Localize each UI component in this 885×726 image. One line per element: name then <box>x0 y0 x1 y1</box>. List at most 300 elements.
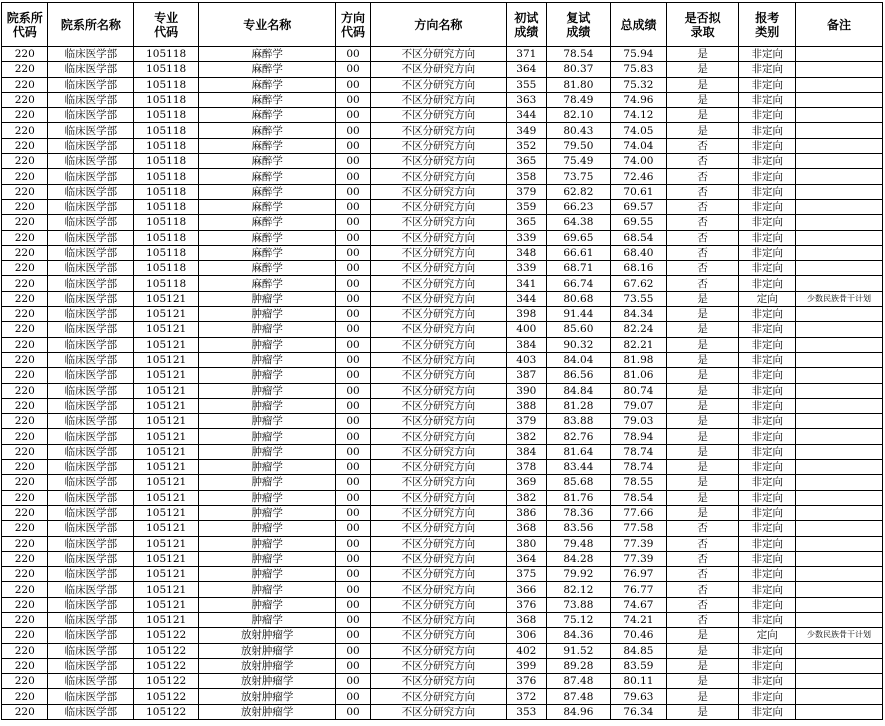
cell-total-score: 78.74 <box>611 444 667 459</box>
cell-dept-code: 220 <box>2 77 48 92</box>
cell-enroll-type: 非定向 <box>739 551 796 566</box>
cell-prelim-score: 378 <box>507 460 546 475</box>
cell-major-name: 肿瘤学 <box>199 307 336 322</box>
cell-direction-name: 不区分研究方向 <box>370 291 506 306</box>
cell-remarks: 少数民族骨干计划 <box>796 291 883 306</box>
cell-direction-code: 00 <box>336 689 370 704</box>
cell-direction-code: 00 <box>336 169 370 184</box>
cell-dept-name: 临床医学部 <box>48 123 134 138</box>
cell-major-name: 麻醉学 <box>199 108 336 123</box>
cell-admit-flag: 是 <box>666 383 739 398</box>
cell-dept-name: 临床医学部 <box>48 215 134 230</box>
cell-remarks <box>796 230 883 245</box>
header-row <box>2 3 883 47</box>
cell-dept-name: 临床医学部 <box>48 674 134 689</box>
cell-dept-code: 220 <box>2 215 48 230</box>
cell-direction-code: 00 <box>336 414 370 429</box>
table-row <box>2 77 883 92</box>
table-body <box>2 47 883 720</box>
cell-retest-score: 68.71 <box>546 261 611 276</box>
cell-dept-code: 220 <box>2 582 48 597</box>
cell-remarks <box>796 322 883 337</box>
cell-dept-code: 220 <box>2 154 48 169</box>
cell-retest-score: 69.65 <box>546 230 611 245</box>
cell-remarks <box>796 582 883 597</box>
cell-dept-name: 临床医学部 <box>48 475 134 490</box>
cell-dept-code: 220 <box>2 169 48 184</box>
cell-dept-name: 临床医学部 <box>48 689 134 704</box>
cell-direction-code: 00 <box>336 444 370 459</box>
cell-dept-code: 220 <box>2 398 48 413</box>
cell-major-code: 105118 <box>134 47 199 62</box>
cell-enroll-type: 非定向 <box>739 674 796 689</box>
cell-direction-name: 不区分研究方向 <box>370 383 506 398</box>
cell-direction-name: 不区分研究方向 <box>370 643 506 658</box>
cell-dept-name: 临床医学部 <box>48 429 134 444</box>
cell-dept-name: 临床医学部 <box>48 138 134 153</box>
cell-retest-score: 81.76 <box>546 490 611 505</box>
cell-retest-score: 83.44 <box>546 460 611 475</box>
cell-major-name: 放射肿瘤学 <box>199 704 336 719</box>
cell-dept-code: 220 <box>2 597 48 612</box>
cell-remarks <box>796 138 883 153</box>
table-row <box>2 215 883 230</box>
cell-dept-code: 220 <box>2 567 48 582</box>
cell-dept-name: 临床医学部 <box>48 337 134 352</box>
cell-retest-score: 81.64 <box>546 444 611 459</box>
cell-admit-flag: 否 <box>666 536 739 551</box>
cell-admit-flag: 是 <box>666 62 739 77</box>
table-row <box>2 444 883 459</box>
cell-direction-code: 00 <box>336 307 370 322</box>
cell-direction-code: 00 <box>336 398 370 413</box>
cell-enroll-type: 非定向 <box>739 62 796 77</box>
cell-total-score: 79.63 <box>611 689 667 704</box>
cell-dept-name: 临床医学部 <box>48 398 134 413</box>
cell-admit-flag: 是 <box>666 47 739 62</box>
cell-retest-score: 85.68 <box>546 475 611 490</box>
cell-major-code: 105121 <box>134 352 199 367</box>
table-row <box>2 536 883 551</box>
cell-prelim-score: 339 <box>507 261 546 276</box>
cell-direction-code: 00 <box>336 582 370 597</box>
cell-direction-name: 不区分研究方向 <box>370 612 506 627</box>
cell-major-code: 105118 <box>134 199 199 214</box>
cell-major-name: 肿瘤学 <box>199 536 336 551</box>
cell-total-score: 80.74 <box>611 383 667 398</box>
cell-major-name: 肿瘤学 <box>199 475 336 490</box>
cell-dept-code: 220 <box>2 689 48 704</box>
cell-major-name: 肿瘤学 <box>199 414 336 429</box>
cell-major-code: 105121 <box>134 567 199 582</box>
cell-dept-code: 220 <box>2 261 48 276</box>
cell-remarks <box>796 704 883 719</box>
cell-major-code: 105118 <box>134 261 199 276</box>
cell-dept-name: 临床医学部 <box>48 108 134 123</box>
cell-dept-name: 临床医学部 <box>48 643 134 658</box>
cell-major-code: 105121 <box>134 322 199 337</box>
cell-admit-flag: 否 <box>666 230 739 245</box>
cell-direction-code: 00 <box>336 643 370 658</box>
cell-retest-score: 82.12 <box>546 582 611 597</box>
cell-direction-name: 不区分研究方向 <box>370 261 506 276</box>
cell-total-score: 74.67 <box>611 597 667 612</box>
cell-direction-code: 00 <box>336 352 370 367</box>
cell-retest-score: 86.56 <box>546 368 611 383</box>
cell-admit-flag: 是 <box>666 475 739 490</box>
cell-total-score: 78.94 <box>611 429 667 444</box>
cell-admit-flag: 否 <box>666 521 739 536</box>
cell-total-score: 82.21 <box>611 337 667 352</box>
cell-dept-name: 临床医学部 <box>48 628 134 643</box>
table-row <box>2 414 883 429</box>
cell-prelim-score: 371 <box>507 47 546 62</box>
cell-major-name: 肿瘤学 <box>199 551 336 566</box>
table-row <box>2 551 883 566</box>
cell-prelim-score: 306 <box>507 628 546 643</box>
cell-admit-flag: 是 <box>666 398 739 413</box>
cell-direction-code: 00 <box>336 77 370 92</box>
cell-dept-code: 220 <box>2 383 48 398</box>
cell-retest-score: 78.54 <box>546 47 611 62</box>
cell-direction-name: 不区分研究方向 <box>370 169 506 184</box>
cell-direction-code: 00 <box>336 628 370 643</box>
cell-major-name: 放射肿瘤学 <box>199 674 336 689</box>
cell-admit-flag: 否 <box>666 261 739 276</box>
cell-retest-score: 66.74 <box>546 276 611 291</box>
cell-enroll-type: 非定向 <box>739 199 796 214</box>
cell-major-name: 麻醉学 <box>199 169 336 184</box>
cell-remarks <box>796 536 883 551</box>
cell-enroll-type: 非定向 <box>739 567 796 582</box>
cell-major-code: 105121 <box>134 597 199 612</box>
cell-direction-code: 00 <box>336 92 370 107</box>
cell-prelim-score: 369 <box>507 475 546 490</box>
cell-remarks <box>796 643 883 658</box>
cell-direction-code: 00 <box>336 337 370 352</box>
cell-admit-flag: 否 <box>666 582 739 597</box>
cell-major-name: 肿瘤学 <box>199 597 336 612</box>
cell-total-score: 69.55 <box>611 215 667 230</box>
cell-prelim-score: 387 <box>507 368 546 383</box>
cell-major-code: 105122 <box>134 704 199 719</box>
cell-total-score: 74.21 <box>611 612 667 627</box>
cell-remarks <box>796 368 883 383</box>
cell-direction-name: 不区分研究方向 <box>370 658 506 673</box>
cell-dept-code: 220 <box>2 108 48 123</box>
cell-prelim-score: 380 <box>507 536 546 551</box>
cell-major-code: 105121 <box>134 612 199 627</box>
cell-remarks <box>796 77 883 92</box>
cell-enroll-type: 非定向 <box>739 261 796 276</box>
cell-total-score: 74.12 <box>611 108 667 123</box>
cell-total-score: 79.03 <box>611 414 667 429</box>
cell-direction-name: 不区分研究方向 <box>370 352 506 367</box>
cell-admit-flag: 否 <box>666 215 739 230</box>
cell-retest-score: 80.68 <box>546 291 611 306</box>
cell-prelim-score: 352 <box>507 138 546 153</box>
cell-admit-flag: 否 <box>666 169 739 184</box>
cell-dept-code: 220 <box>2 658 48 673</box>
cell-total-score: 78.55 <box>611 475 667 490</box>
cell-dept-name: 临床医学部 <box>48 368 134 383</box>
cell-dept-code: 220 <box>2 92 48 107</box>
cell-prelim-score: 403 <box>507 352 546 367</box>
cell-total-score: 70.61 <box>611 184 667 199</box>
cell-prelim-score: 375 <box>507 567 546 582</box>
cell-remarks <box>796 261 883 276</box>
cell-prelim-score: 390 <box>507 383 546 398</box>
cell-major-code: 105121 <box>134 337 199 352</box>
cell-retest-score: 81.80 <box>546 77 611 92</box>
cell-prelim-score: 364 <box>507 551 546 566</box>
cell-remarks <box>796 674 883 689</box>
cell-retest-score: 66.61 <box>546 245 611 260</box>
cell-direction-code: 00 <box>336 429 370 444</box>
cell-total-score: 78.74 <box>611 460 667 475</box>
cell-remarks <box>796 307 883 322</box>
cell-major-name: 麻醉学 <box>199 261 336 276</box>
table-row <box>2 47 883 62</box>
cell-major-code: 105121 <box>134 475 199 490</box>
cell-direction-code: 00 <box>336 383 370 398</box>
cell-remarks <box>796 123 883 138</box>
cell-enroll-type: 定向 <box>739 291 796 306</box>
cell-dept-code: 220 <box>2 337 48 352</box>
cell-enroll-type: 非定向 <box>739 77 796 92</box>
cell-total-score: 69.57 <box>611 199 667 214</box>
cell-major-name: 肿瘤学 <box>199 460 336 475</box>
cell-retest-score: 85.60 <box>546 322 611 337</box>
table-row <box>2 322 883 337</box>
cell-major-code: 105122 <box>134 658 199 673</box>
cell-dept-name: 临床医学部 <box>48 383 134 398</box>
cell-dept-name: 临床医学部 <box>48 612 134 627</box>
header-prelim-score: 初试 成绩 <box>507 3 546 47</box>
header-total-score: 总成绩 <box>611 3 667 47</box>
cell-enroll-type: 非定向 <box>739 184 796 199</box>
cell-major-code: 105118 <box>134 276 199 291</box>
cell-major-code: 105121 <box>134 291 199 306</box>
table-row <box>2 704 883 719</box>
cell-major-name: 肿瘤学 <box>199 398 336 413</box>
cell-enroll-type: 非定向 <box>739 352 796 367</box>
cell-prelim-score: 379 <box>507 184 546 199</box>
cell-retest-score: 84.36 <box>546 628 611 643</box>
cell-direction-code: 00 <box>336 536 370 551</box>
cell-prelim-score: 376 <box>507 674 546 689</box>
cell-admit-flag: 是 <box>666 490 739 505</box>
cell-direction-name: 不区分研究方向 <box>370 505 506 520</box>
table-row <box>2 169 883 184</box>
cell-prelim-score: 358 <box>507 169 546 184</box>
cell-major-code: 105121 <box>134 521 199 536</box>
table-row <box>2 184 883 199</box>
cell-direction-name: 不区分研究方向 <box>370 154 506 169</box>
cell-major-code: 105121 <box>134 460 199 475</box>
cell-remarks <box>796 490 883 505</box>
table-row <box>2 154 883 169</box>
cell-prelim-score: 355 <box>507 77 546 92</box>
cell-dept-code: 220 <box>2 551 48 566</box>
cell-major-name: 放射肿瘤学 <box>199 643 336 658</box>
cell-dept-name: 临床医学部 <box>48 92 134 107</box>
cell-retest-score: 84.28 <box>546 551 611 566</box>
cell-prelim-score: 400 <box>507 322 546 337</box>
cell-total-score: 82.24 <box>611 322 667 337</box>
cell-direction-code: 00 <box>336 612 370 627</box>
table-row <box>2 383 883 398</box>
cell-admit-flag: 是 <box>666 352 739 367</box>
cell-total-score: 76.77 <box>611 582 667 597</box>
cell-direction-code: 00 <box>336 490 370 505</box>
cell-dept-name: 临床医学部 <box>48 551 134 566</box>
cell-dept-code: 220 <box>2 475 48 490</box>
cell-remarks <box>796 276 883 291</box>
cell-direction-code: 00 <box>336 368 370 383</box>
cell-enroll-type: 非定向 <box>739 154 796 169</box>
cell-total-score: 74.96 <box>611 92 667 107</box>
cell-admit-flag: 是 <box>666 460 739 475</box>
cell-enroll-type: 非定向 <box>739 521 796 536</box>
cell-major-name: 肿瘤学 <box>199 429 336 444</box>
table-row <box>2 643 883 658</box>
table-row <box>2 398 883 413</box>
cell-enroll-type: 非定向 <box>739 643 796 658</box>
cell-total-score: 80.11 <box>611 674 667 689</box>
cell-dept-name: 临床医学部 <box>48 261 134 276</box>
cell-dept-code: 220 <box>2 612 48 627</box>
table-row <box>2 505 883 520</box>
cell-dept-code: 220 <box>2 704 48 719</box>
cell-remarks <box>796 92 883 107</box>
cell-major-code: 105121 <box>134 551 199 566</box>
cell-major-name: 麻醉学 <box>199 62 336 77</box>
cell-prelim-score: 341 <box>507 276 546 291</box>
cell-enroll-type: 非定向 <box>739 582 796 597</box>
cell-enroll-type: 非定向 <box>739 245 796 260</box>
cell-enroll-type: 非定向 <box>739 47 796 62</box>
cell-remarks <box>796 169 883 184</box>
cell-prelim-score: 386 <box>507 505 546 520</box>
cell-direction-name: 不区分研究方向 <box>370 230 506 245</box>
cell-remarks <box>796 460 883 475</box>
cell-admit-flag: 是 <box>666 674 739 689</box>
cell-prelim-score: 365 <box>507 154 546 169</box>
cell-dept-code: 220 <box>2 276 48 291</box>
cell-direction-name: 不区分研究方向 <box>370 47 506 62</box>
cell-admit-flag: 否 <box>666 199 739 214</box>
cell-remarks <box>796 475 883 490</box>
cell-dept-name: 临床医学部 <box>48 567 134 582</box>
table-row <box>2 628 883 643</box>
table-row <box>2 674 883 689</box>
cell-prelim-score: 382 <box>507 490 546 505</box>
cell-major-code: 105121 <box>134 582 199 597</box>
cell-admit-flag: 否 <box>666 567 739 582</box>
cell-admit-flag: 否 <box>666 138 739 153</box>
cell-direction-name: 不区分研究方向 <box>370 597 506 612</box>
cell-enroll-type: 非定向 <box>739 337 796 352</box>
cell-direction-name: 不区分研究方向 <box>370 62 506 77</box>
cell-total-score: 78.54 <box>611 490 667 505</box>
table-row <box>2 92 883 107</box>
cell-enroll-type: 非定向 <box>739 612 796 627</box>
cell-major-code: 105118 <box>134 138 199 153</box>
cell-total-score: 68.16 <box>611 261 667 276</box>
cell-direction-name: 不区分研究方向 <box>370 444 506 459</box>
cell-major-name: 麻醉学 <box>199 154 336 169</box>
cell-retest-score: 62.82 <box>546 184 611 199</box>
cell-retest-score: 81.28 <box>546 398 611 413</box>
cell-direction-name: 不区分研究方向 <box>370 276 506 291</box>
table-row <box>2 276 883 291</box>
cell-direction-name: 不区分研究方向 <box>370 582 506 597</box>
cell-total-score: 74.00 <box>611 154 667 169</box>
table-row <box>2 429 883 444</box>
cell-major-code: 105118 <box>134 184 199 199</box>
cell-major-code: 105118 <box>134 92 199 107</box>
cell-enroll-type: 非定向 <box>739 689 796 704</box>
table-row <box>2 567 883 582</box>
cell-remarks <box>796 567 883 582</box>
cell-prelim-score: 348 <box>507 245 546 260</box>
cell-total-score: 67.62 <box>611 276 667 291</box>
cell-direction-code: 00 <box>336 199 370 214</box>
cell-dept-code: 220 <box>2 291 48 306</box>
cell-prelim-score: 349 <box>507 123 546 138</box>
cell-prelim-score: 398 <box>507 307 546 322</box>
cell-major-code: 105118 <box>134 154 199 169</box>
cell-dept-name: 临床医学部 <box>48 582 134 597</box>
cell-major-code: 105121 <box>134 536 199 551</box>
cell-admit-flag: 是 <box>666 92 739 107</box>
table-row <box>2 199 883 214</box>
cell-retest-score: 82.10 <box>546 108 611 123</box>
cell-retest-score: 83.88 <box>546 414 611 429</box>
cell-direction-name: 不区分研究方向 <box>370 490 506 505</box>
cell-admit-flag: 否 <box>666 245 739 260</box>
cell-major-name: 麻醉学 <box>199 199 336 214</box>
header-enroll-type: 报考 类别 <box>739 3 796 47</box>
cell-prelim-score: 344 <box>507 291 546 306</box>
cell-enroll-type: 非定向 <box>739 658 796 673</box>
cell-enroll-type: 非定向 <box>739 307 796 322</box>
cell-retest-score: 87.48 <box>546 674 611 689</box>
cell-dept-code: 220 <box>2 490 48 505</box>
cell-prelim-score: 353 <box>507 704 546 719</box>
cell-dept-name: 临床医学部 <box>48 307 134 322</box>
cell-dept-name: 临床医学部 <box>48 199 134 214</box>
cell-retest-score: 78.36 <box>546 505 611 520</box>
cell-remarks <box>796 154 883 169</box>
cell-enroll-type: 非定向 <box>739 138 796 153</box>
cell-dept-name: 临床医学部 <box>48 154 134 169</box>
header-major-name: 专业名称 <box>199 3 336 47</box>
cell-major-code: 105122 <box>134 689 199 704</box>
cell-major-name: 麻醉学 <box>199 123 336 138</box>
table-row <box>2 612 883 627</box>
cell-dept-code: 220 <box>2 184 48 199</box>
cell-total-score: 79.07 <box>611 398 667 413</box>
cell-dept-code: 220 <box>2 460 48 475</box>
cell-enroll-type: 非定向 <box>739 169 796 184</box>
table-row <box>2 460 883 475</box>
cell-direction-name: 不区分研究方向 <box>370 414 506 429</box>
cell-prelim-score: 363 <box>507 92 546 107</box>
cell-direction-code: 00 <box>336 245 370 260</box>
cell-total-score: 77.58 <box>611 521 667 536</box>
